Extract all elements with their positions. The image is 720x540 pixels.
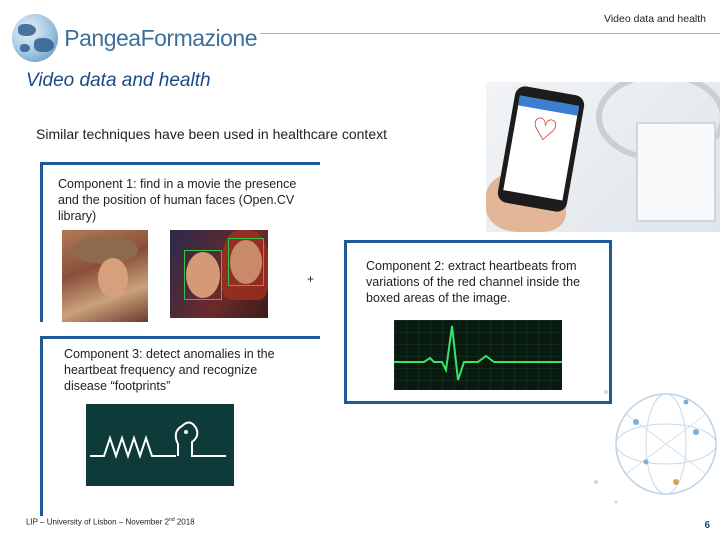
globe-logo-icon [12,14,58,62]
section-title: Video data and health [604,13,706,25]
ecg-heartbeat-image [394,320,562,390]
anomaly-footprint-image [86,404,234,486]
page-title: Video data and health [26,70,211,91]
logo-text: PangeaFormazione [64,24,257,51]
phone-screen [503,96,579,201]
anomaly-waveform [86,404,234,486]
face-bounding-box [228,238,264,286]
plus-sign: + [307,272,315,286]
face-bounding-box [184,250,222,300]
ecg-waveform [394,320,562,390]
footer-credit: LIP – University of Lisbon – November 2nd 2018 [26,517,195,527]
slide-subtitle: Similar techniques have been used in healthcare context [36,126,387,142]
component-2-text: Component 2: extract heartbeats from variations of the red channel inside the boxed areas of the image. [366,259,581,305]
face-detection-image [170,230,268,318]
header-divider [260,33,720,34]
phone-healthcare-image [486,82,720,232]
heart-icon: ♡ [528,112,561,150]
network-sphere-graphic [586,362,720,512]
pangea-logo [12,12,257,64]
portrait-image [62,230,148,322]
clipboard-shape [636,122,716,222]
page-number: 6 [704,520,710,531]
component-3-text: Component 3: detect anomalies in the heartbeat frequency and recognize disease “footprints” [64,347,275,393]
component-1-text: Component 1: find in a movie the presence and the position of human faces (Open.CV library) [58,177,297,223]
smartphone [496,85,585,213]
